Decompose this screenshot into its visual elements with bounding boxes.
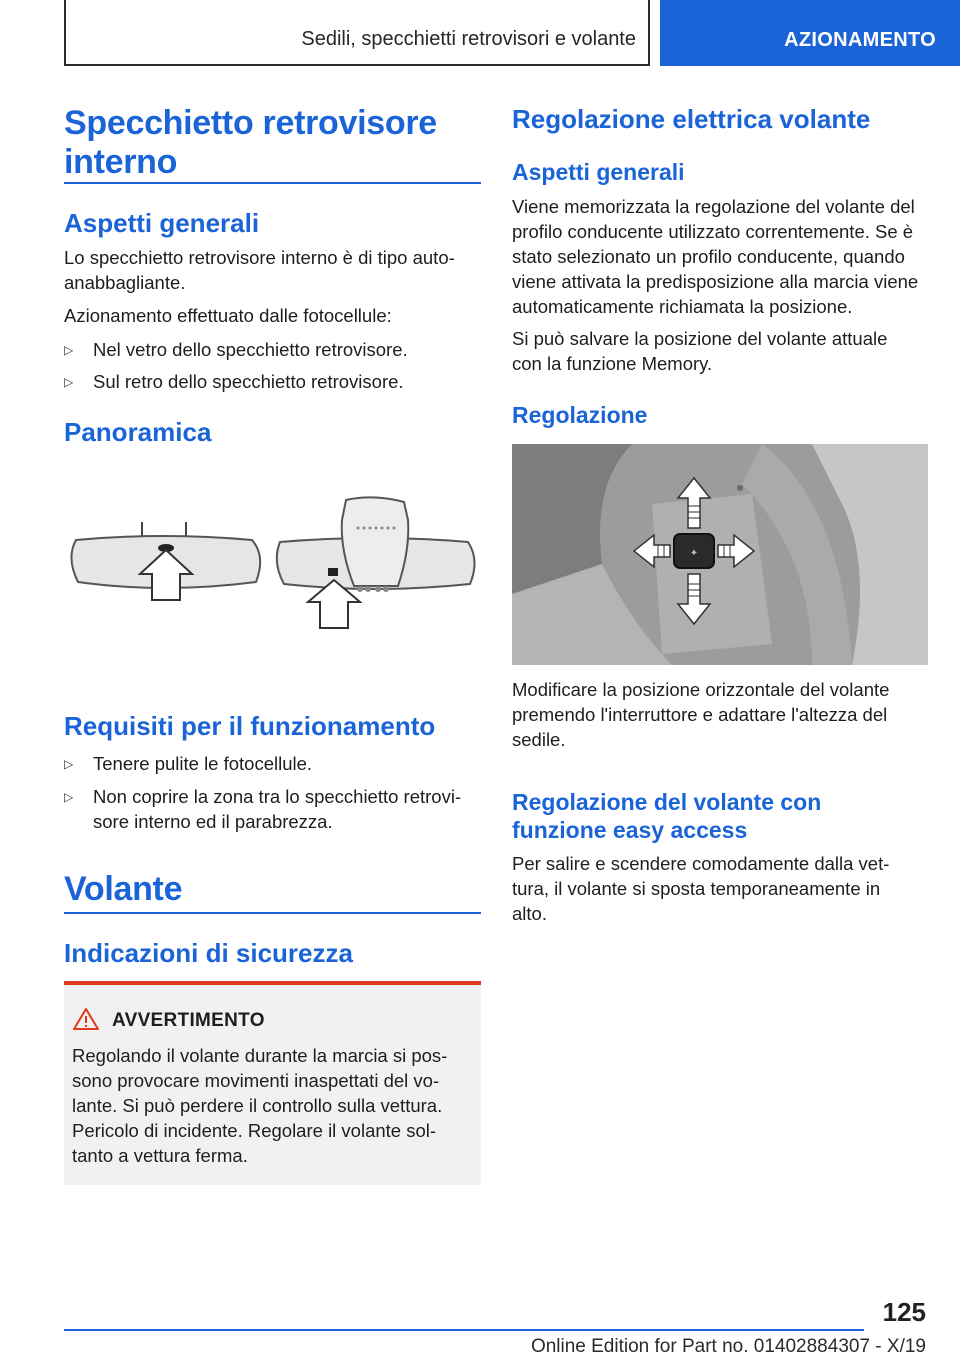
- paragraph-line: con la funzione Memory.: [512, 353, 713, 374]
- section-heading: Requisiti per il funzionamento: [64, 711, 436, 741]
- subsection-heading: [512, 788, 932, 844]
- subsection-heading-line: funzione easy access: [512, 817, 748, 843]
- warning-title: AVVERTIMENTO: [112, 1010, 265, 1031]
- paragraph-line: sedile.: [512, 729, 566, 750]
- list-item: [64, 337, 484, 362]
- list-item-line: sore interno ed il parabrezza.: [93, 811, 333, 832]
- list-item: [64, 751, 484, 776]
- section-heading: Indicazioni di sicurezza: [64, 938, 353, 968]
- paragraph-line: profilo conducente utilizzato correntemente. Se è: [512, 221, 914, 242]
- triangle-bullet-icon: ▷: [64, 757, 74, 771]
- list-item-line: Non coprire la zona tra lo specchietto retrovi-: [93, 786, 462, 807]
- paragraph-line: automaticamente richiamata la posizione.: [512, 296, 853, 317]
- paragraph-line: Per salire e scendere comodamente dalla vet-: [512, 853, 890, 874]
- warning-line: tanto a vettura ferma.: [72, 1145, 248, 1166]
- list-item-text: Sul retro dello specchietto retrovisore.: [93, 371, 404, 392]
- warning-line: Pericolo di incidente. Regolare il volante sol-: [72, 1120, 437, 1141]
- list-item: [64, 784, 484, 834]
- page-title: [64, 104, 484, 182]
- section-heading: Aspetti generali: [64, 208, 260, 238]
- paragraph-line: anabbagliante.: [64, 272, 186, 293]
- chapter-heading: Volante: [64, 870, 183, 908]
- warning-line: Regolando il volante durante la marcia si pos-: [72, 1045, 448, 1066]
- paragraph-line: Si può salvare la posizione del volante attuale: [512, 328, 888, 349]
- rearview-mirror-illustration: [64, 490, 484, 650]
- page-number: 125: [882, 1297, 926, 1327]
- paragraph-line: Azionamento effettuato dalle fotocellule:: [64, 305, 392, 326]
- warning-line: sono provocare movimenti inaspettati del vo-: [72, 1070, 440, 1091]
- warning-line: lante. Si può perdere il controllo sulla vettura.: [72, 1095, 443, 1116]
- subsection-heading: Regolazione: [512, 402, 648, 428]
- paragraph-line: stato selezionato un profilo conducente, quando: [512, 246, 905, 267]
- section-heading: Panoramica: [64, 417, 212, 447]
- list-item-text: [93, 784, 461, 834]
- paragraph-line: viene attivata la predisposizione alla marcia viene: [512, 271, 919, 292]
- list-item: [64, 369, 484, 394]
- subsection-heading-line: Regolazione del volante con: [512, 789, 822, 815]
- edition-footer: Online Edition for Part no. 01402884307 - X/19: [530, 1336, 926, 1357]
- warning-triangle-icon: [73, 1007, 99, 1031]
- section-title: Sedili, specchietti retrovisori e volante: [301, 28, 636, 50]
- triangle-bullet-icon: ▷: [64, 375, 74, 389]
- paragraph-line: Lo specchietto retrovisore interno è di tipo auto-: [64, 247, 455, 268]
- chapter-underline: [64, 912, 481, 914]
- list-item-text: Tenere pulite le fotocellule.: [93, 753, 313, 774]
- subsection-heading: Aspetti generali: [512, 159, 685, 185]
- paragraph-line: alto.: [512, 903, 547, 924]
- page-title-line2: interno: [64, 143, 178, 181]
- paragraph-line: Viene memorizzata la regolazione del volante del: [512, 196, 915, 217]
- page-title-line1: Specchietto retrovisore: [64, 104, 437, 142]
- triangle-bullet-icon: ▷: [64, 343, 74, 357]
- paragraph-line: tura, il volante si sposta temporaneamente in: [512, 878, 881, 899]
- list-item-text: Nel vetro dello specchietto retrovisore.: [93, 339, 408, 360]
- footer-rule: [64, 1329, 864, 1331]
- steering-column-switch-photo: [512, 444, 928, 665]
- paragraph-line: Modificare la posizione orizzontale del volante: [512, 679, 890, 700]
- title-underline: [64, 182, 481, 184]
- paragraph-line: premendo l'interruttore e adattare l'altezza del: [512, 704, 888, 725]
- svg-text:✦: ✦: [689, 548, 699, 559]
- warning-box: [64, 981, 481, 1185]
- triangle-bullet-icon: ▷: [64, 790, 74, 804]
- chapter-tab-label: AZIONAMENTO: [784, 29, 936, 51]
- section-heading: Regolazione elettrica volante: [512, 104, 871, 134]
